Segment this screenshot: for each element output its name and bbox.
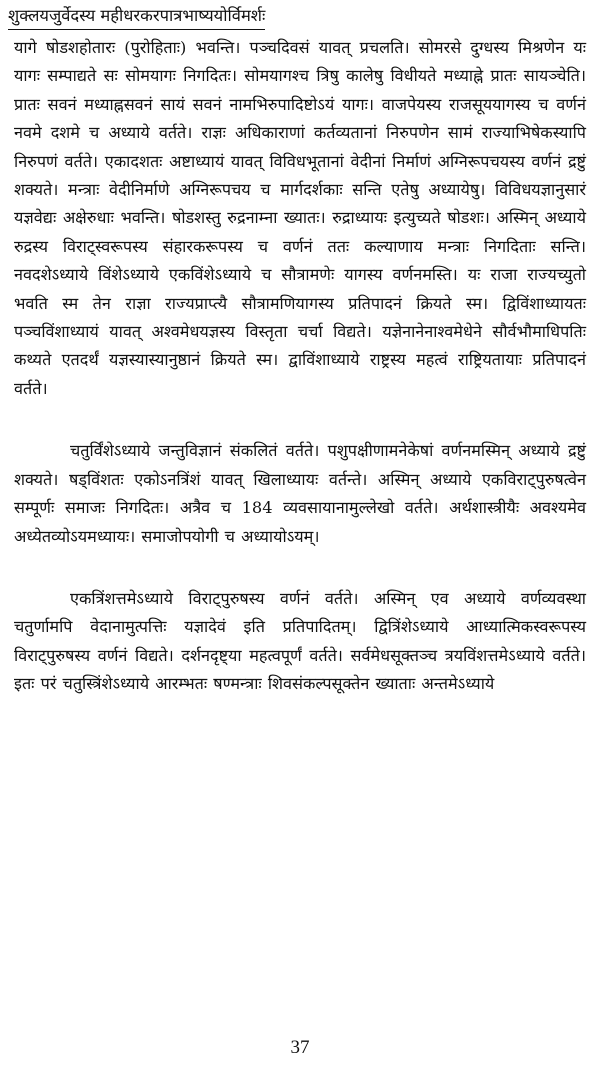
running-header: शुक्लयजुर्वेदस्य महीधरकरपात्रभाष्ययोर्विमर्शः	[8, 4, 265, 30]
body-text	[14, 34, 586, 699]
paragraph-1: यागे षोडशहोतारः (पुरोहिताः) भवन्ति। पञ्चदिवसं यावत् प्रचलति। सोमरसे दुग्धस्य मिश्रणेन यः यागः सम्पाद्यते सः सोमयागः निगदितः। सोमयागश्च त्रिषु कालेषु विधीयते मध्याह्ने प्रातः सायञ्चेति। प्रातः सवनं मध्याह्नसवनं सायं सवनं नामभिरुपादिष्टोऽयं यागः। वाजपेयस्य राजसूययागस्य च वर्णनं नवमे दशमे च अध्याये वर्तते। राज्ञः अधिकाराणां कर्तव्यतानां निरुपणेन सामं राज्याभिषेकस्यापि निरुपणं वर्तते। एकादशतः अष्टाध्यायं यावत् विविधभूतानां वेदीनां निर्माणं अग्निरूपचयस्य वर्णनं द्रष्टुं शक्यते। मन्त्राः वेदीनिर्माणे अग्निरूपचय च मार्गदर्शकाः सन्ति एतेषु अध्यायेषु। विविधयज्ञानुसारं यज्ञवेद्यः अक्षेरुधाः भवन्ति। षोडशस्तु रुद्रनाम्ना ख्यातः। रुद्राध्यायः इत्युच्यते षोडशः। अस्मिन् अध्याये रुद्रस्य विराट्स्वरूपस्य संहारकरूपस्य च वर्णनं ततः कल्याणाय मन्त्राः निगदिताः सन्ति। नवदशेऽध्याये विंशेऽध्याये एकविंशेऽध्याये च सौत्रामणेः यागस्य वर्णनमस्ति। यः राजा राज्यच्युतो भवति स्म तेन राज्ञा राज्यप्राप्त्यै सौत्रामणियागस्य प्रतिपादनं क्रियते स्म। द्विविंशाध्यायतः पञ्चविंशाध्यायं यावत् अश्वमेधयज्ञस्य विस्तृता चर्चा विद्यते। यज्ञेनानेनाश्वमेधेने सौर्वभौमाधिपतिः कथ्यते एतदर्थं यज्ञस्यास्यानुष्ठानं क्रियते स्म। द्वाविंशाध्याये राष्ट्रस्य महत्वं राष्ट्रियतायाः प्रतिपादनं वर्तते।	[14, 38, 586, 398]
paragraph-2: चतुर्विंशेऽध्याये जन्तुविज्ञानं संकलितं वर्तते। पशुपक्षीणामनेकेषां वर्णनमस्मिन् अध्याये द्रष्टुं शक्यते। षड्विंशतः एकोऽनत्रिंशं यावत् खिलाध्यायः वर्तन्ते। अस्मिन् अध्याये एकविराट्पुरुषत्वेन सम्पूर्णः समाजः निगदितः। अत्रैव च 184 व्यवसायानामुल्लेखो वर्तते। अर्थशास्त्रीयैः अवश्यमेव अध्येतव्योऽयमध्यायः। समाजोपयोगी च अध्यायोऽयम्।	[14, 441, 586, 546]
paragraph-3: एकत्रिंशत्तमेऽध्याये विराट्पुरुषस्य वर्णनं वर्तते। अस्मिन् एव अध्याये वर्णव्यवस्था चतुर्णामपि वेदानामुत्पत्तिः यज्ञादेवं इति प्रतिपादितम्। द्वित्रिंशेऽध्याये आध्यात्मिकस्वरूपस्य विराट्पुरुषस्य वर्णनं विद्यते। दर्शनदृष्ट्या महत्वपूर्णं वर्तते। सर्वमेधसूक्तञ्च त्रयविंशत्तमेऽध्याये वर्तते। इतः परं चतुस्त्रिंशेऽध्याये आरम्भतः षण्मन्त्राः शिवसंकल्पसूक्तेन ख्याताः अन्तमेऽध्याये	[14, 588, 586, 694]
page-number: 37	[290, 1037, 310, 1058]
